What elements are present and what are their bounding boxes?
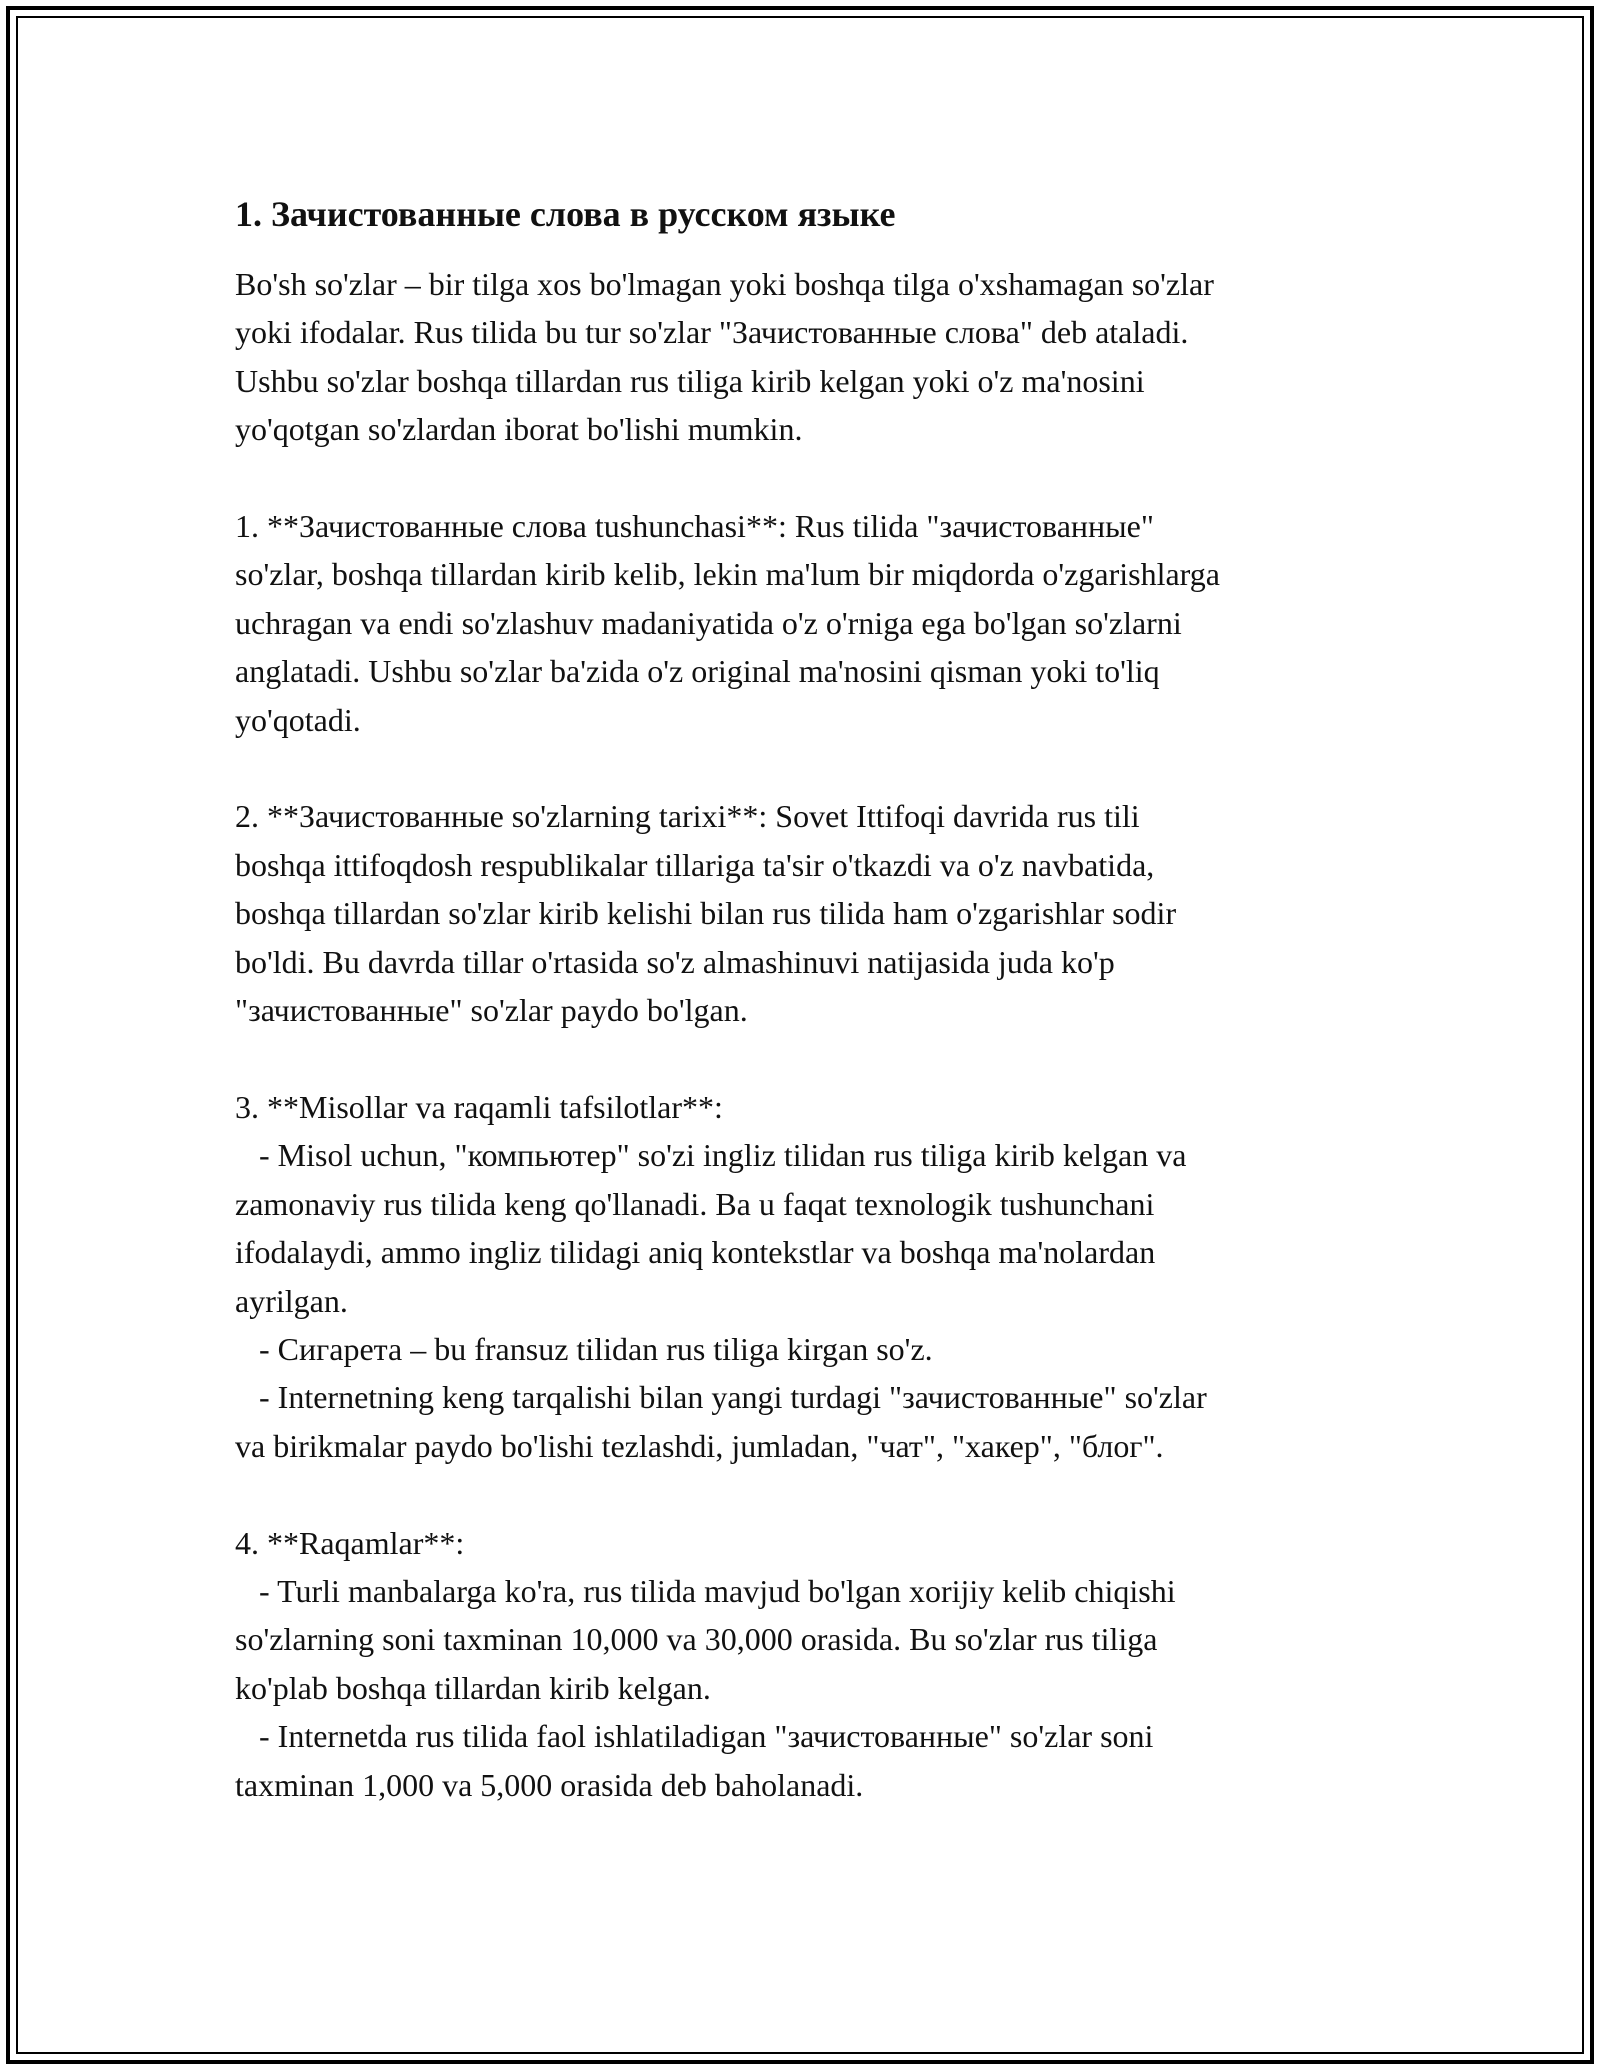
document-title: 1. Зачистованные слова в русском языке [235, 194, 896, 234]
document-content [235, 188, 1385, 1809]
document-body: Bo'sh so'zlar – bir tilga xos bo'lmagan yoki boshqa tilga o'xshamagan so'zlar yoki ifodalar. Rus tilida bu tur so'zlar "Зачистованные слова" deb ataladi. Ushbu so'zlar boshqa tillardan rus tiliga kirib kelgan yoki o'z ma'nosini yo'qotgan so'zlardan iborat bo'lishi mumkin. 1. **Зачистованные слова tushunchasi**: Rus tilida "зачистованные" so'zlar, boshqa tillardan kirib kelib, lekin ma'lum bir miqdorda o'zgarishlarga uchragan va endi so'zlashuv madaniyatida o'z o'rniga ega bo'lgan so'zlarni anglatadi. Ushbu so'zlar ba'zida o'z original ma'nosini qisman yoki to'liq yo'qotadi. 2. **Зачистованные so'zlarning tarixi**: Sovet Ittifoqi davrida rus tili boshqa ittifoqdosh respublikalar tillariga ta'sir o'tkazdi va o'z navbatida, boshqa tillardan so'zlar kirib kelishi bilan rus tilida ham o'zgarishlar sodir bo'ldi. Bu davrda tillar o'rtasida so'z almashinuvi natijasida juda ko'p "зачистованные" so'zlar paydo bo'lgan. 3. **Misollar va raqamli tafsilotlar**: - Misol uchun, "компьютер" so'zi ingliz tilidan rus tiliga kirib kelgan va zamonaviy rus tilida keng qo'llanadi. Ba u faqat texnologik tushunchani ifodalaydi, ammo ingliz tilidagi aniq kontekstlar va boshqa ma'nolardan ayrilgan. - Сигарета – bu fransuz tilidan rus tiliga kirgan so'z. - Internetning keng tarqalishi bilan yangi turdagi "зачистованные" so'zlar va birikmalar paydo bo'lishi tezlashdi, jumladan, "чат", "хакер", "блог". 4. **Raqamlar**: - Turli manbalarga ko'ra, rus tilida mavjud bo'lgan xorijiy kelib chiqishi so'zlarning soni taxminan 10,000 va 30,000 orasida. Bu so'zlar rus tiliga ko'plab boshqa tillardan kirib kelgan. - Internetda rus tilida faol ishlatiladigan "зачистованные" so'zlar soni taxminan 1,000 va 5,000 orasida deb baholanadi. [235, 266, 1220, 1803]
